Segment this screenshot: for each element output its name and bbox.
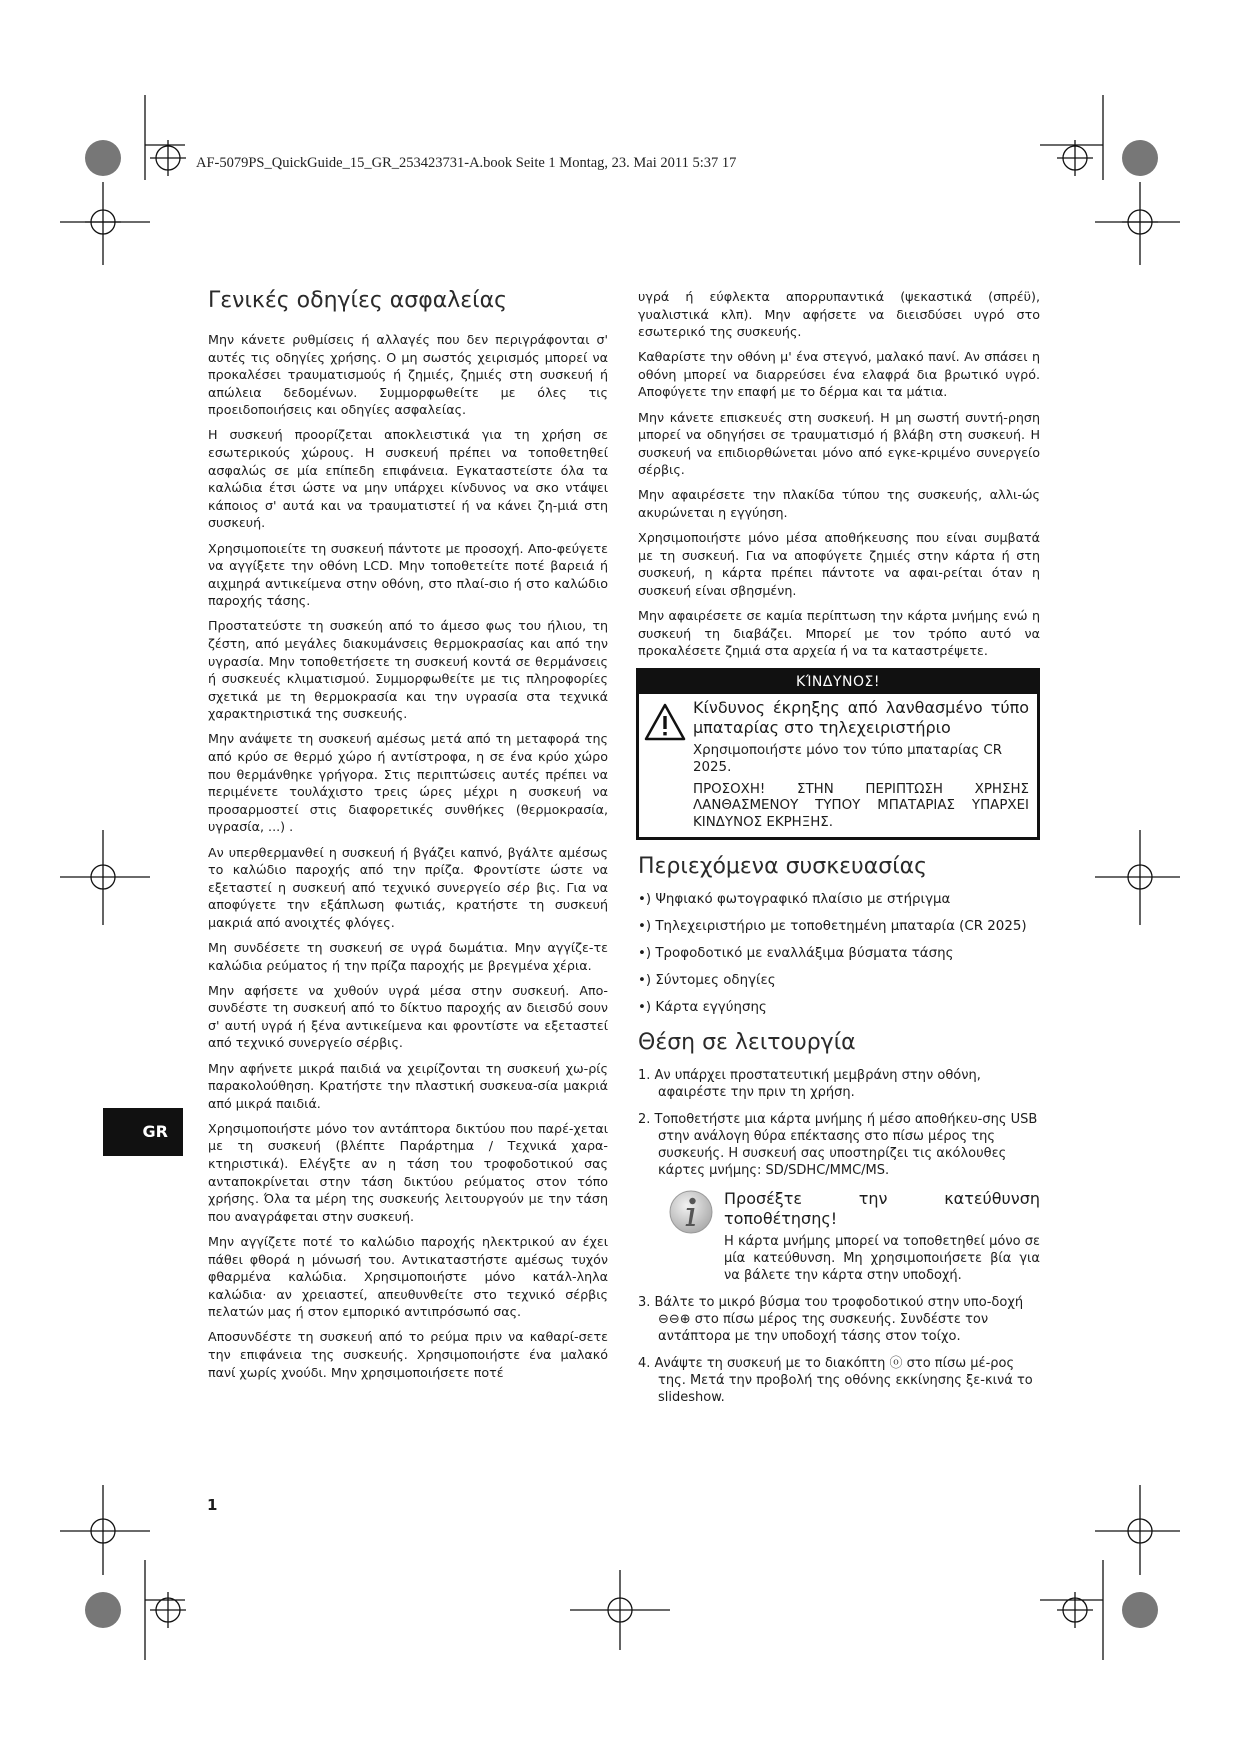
warning-triangle-icon <box>643 698 693 832</box>
safety-paragraph: Μην ανάψετε τη συσκευή αμέσως μετά από τη μεταφορά της από κρύο σε θερμό χώρο ή αντίστροφα, η σε ένα κρύο χώρο που θερμάνθηκε γρήγορα. Στις περιπτώσεις αυτές πρέπει να περιμένετε τουλάχιστο τρεις ώρες μέχρι η συσκευή να προσαρμοστεί στις διαφορετικές συνθήκες (θερμοκρασία, υγρασία, ...) . <box>208 731 608 835</box>
right-column <box>638 288 1040 1416</box>
safety-paragraph: Μην αφαιρέσετε την πλακίδα τύπου της συσκευής, αλλι-ώς ακυρώνεται η εγγύηση. <box>638 487 1040 521</box>
danger-title: Κίνδυνος έκρηξης από λανθασμένο τύπο μπαταρίας στο τηλεχειριστήριο <box>693 697 1029 737</box>
language-tab-label: GR <box>142 1122 168 1141</box>
safety-paragraph: Μη συνδέσετε τη συσκευή σε υγρά δωμάτια. Μην αγγίζε-τε καλώδια ρεύματος ή την πρίζα παροχής με βρεγμένα χέρια. <box>208 940 608 973</box>
safety-paragraph: Καθαρίστε την οθόνη μ' ένα στεγνό, μαλακό πανί. Αν σπάσει η οθόνη μπορεί να διαρρεύσει ένα ελαφρά δια βρωτικό υγρό. Αποφύγετε την επαφή με το δέρμα και τα μάτια. <box>638 349 1040 400</box>
list-item: •) Ψηφιακό φωτογραφικό πλαίσιο με στήριγμα <box>638 892 951 908</box>
safety-paragraph: Χρησιμοποιήστε μόνο τον αντάπτορα δικτύου που παρέ-χεται με τη συσκευή (βλέπτε Παράρτημα / Τεχνικά χαρα-κτηριστικά). Ελέγξτε αν η τάση του τροφοδοτικού σας ανταποκρίνεται στην τάση δικτύου ρεύματος στον τόπο χρήσης. Όλα τα μέρη της συσκευής λειτουργούν με την τάση που αναγράφεται στην συσκευή. <box>208 1120 608 1224</box>
step-item: 1. Αν υπάρχει προστατευτική μεμβράνη στην οθόνη, αφαιρέστε την πριν τη χρήση. <box>638 1068 981 1101</box>
note-box <box>668 1189 1040 1284</box>
list-item: •) Κάρτα εγγύησης <box>638 1000 767 1016</box>
page-number: 1 <box>207 1496 218 1514</box>
safety-paragraph: Η συσκευή προορίζεται αποκλειστικά για τη χρήση σε εσωτερικούς χώρους. Η συσκευή πρέπει να τοποθετηθεί ασφαλώς σε μία επίπεδη επιφάνεια. Εγκαταστείστε όλα τα καλώδια έτσι ώστε να μην υπάρχει κίνδυνος να σκο ντάψει κάποιος σ' αυτά και να τραυματιστεί ή να κάνει ζη-μιά στη συσκευή. <box>208 427 608 531</box>
left-column <box>208 288 608 1389</box>
safety-paragraph: Χρησιμοποιείτε τη συσκευή πάντοτε με προσοχή. Απο-φεύγετε να αγγίξετε την οθόνη LCD. Μην τοποθετείτε ποτέ βαρειά ή αιχμηρά αντικείμενα στην οθόνη, στο πλαί-σιο ή στο καλώδιο παροχής τάσης. <box>208 540 608 609</box>
danger-box <box>636 668 1040 841</box>
safety-paragraph: Χρησιμοποιήστε μόνο μέσα αποθήκευσης που είναι συμβατά με τη συσκευή. Για να αποφύγετε ζημιές στην κάρτα ή στη συσκευή, η κάρτα πρέπει πάντοτε να αφαι-ρείται όταν η συσκευή είναι σβησμένη. <box>638 530 1040 598</box>
step-item: 4. Ανάψτε τη συσκευή με το διακόπτη ⓞ στο πίσω μέ-ρος της. Μετά την προβολή της οθόνης εκκίνησης ξε-κινά το slideshow. <box>638 1356 1033 1406</box>
danger-caps-text: ΠΡΟΣΟΧΗ! ΣΤΗΝ ΠΕΡΙΠΤΩΣΗ ΧΡΗΣΗΣ ΛΑΝΘΑΣΜΕΝΟΥ ΤΥΠΟΥ ΜΠΑΤΑΡΙΑΣ ΥΠΑΡΧΕΙ ΚΙΝΔΥΝΟΣ ΕΚΡΗΞΗΣ. <box>693 781 1029 830</box>
safety-title: Γενικές οδηγίες ασφαλείας <box>208 288 507 313</box>
safety-paragraph: Προστατεύστε τη συσκεύη από το άμεσο φως του ήλιου, τη ζέστη, από μεγάλες διακυμάνσεις θερμοκρασίας και από την υγρασία. Μην τοποθετήσετε τη συσκευή κοντά σε θερμάνσεις ή συσκευές κλιματισμού. Συμμορφωθείτε με τις πληροφορίες σχετικά με τη θερμοκρασία και την υγρασία στα τεχνικά χαρακτηριστικά της συσκευής. <box>208 618 608 722</box>
contents-title: Περιεχόμενα συσκευασίας <box>638 854 928 880</box>
safety-paragraph: Μην αφήνετε μικρά παιδιά να χειρίζονται τη συσκευή χω-ρίς παρακολούθηση. Κρατήστε την πλαστική συσκευα-σία μακριά από μικρά παιδιά. <box>208 1060 608 1111</box>
step-item: 3. Βάλτε το μικρό βύσμα του τροφοδοτικού στην υπο-δοχή ⊖⊖⊕ στο πίσω μέρος της συσκευής. Συνδέστε τον αντάπτορα με την υποδοχή τάσης στον τοίχο. <box>638 1295 1024 1345</box>
list-item: •) Σύντομες οδηγίες <box>638 973 776 989</box>
safety-paragraph: Μην αφαιρέσετε σε καμία περίπτωση την κάρτα μνήμης ενώ η συσκευή τη διαβάζει. Μπορεί με τον τρόπο αυτό να προκαλέσετε ζημιά στα αρχεία ή να τα καταστρέψετε. <box>638 608 1040 659</box>
language-tab <box>103 1108 183 1156</box>
note-title: Προσέξτε την κατεύθυνση τοποθέτησης! <box>724 1189 1040 1229</box>
safety-paragraph: υγρά ή εύφλεκτα απορρυπαντικά (ψεκαστικά (σπρέϋ), γυαλιστικά κλπ). Μην αφήσετε να διεισδύσει υγρό στο εσωτερικό της συσκευής. <box>638 289 1040 340</box>
safety-paragraph: Μην κάνετε ρυθμίσεις ή αλλαγές που δεν περιγράφονται σ' αυτές τις οδηγίες χρήσης. Ο μη σωστός χειρισμός μπορεί να προκαλέσει τραυματισμούς ή ζημιές, ζημιές στη συσκευή ή απώλεια δεδομένων. Συμμορφωθείτε με όλες τις προειδοποιήσεις και οδηγίες ασφαλείας. <box>208 332 608 418</box>
safety-paragraph: Μην αφήσετε να χυθούν υγρά μέσα στην συσκευή. Απο-συνδέστε τη συσκευή από το δίκτυο παροχής αν διεισδύ σουν σ' αυτή υγρά ή ξένα αντικείμενα και φροντίστε να εξεταστεί από τεχνικό συνεργείο σέρβις. <box>208 982 608 1051</box>
list-item: •) Τηλεχειριστήριο με τοποθετημένη μπαταρία (CR 2025) <box>638 919 1027 935</box>
safety-paragraph: Αν υπερθερμανθεί η συσκευή ή βγάζει καπνό, βγάλτε αμέσως το καλώδιο παροχής από την πρίζα. Φροντίστε ώστε να εξεταστεί η συσκευή από τεχνικό συνεργείο σέρ βις. Για να αποφύγετε την εξάπλωση φωτιάς, κρατήστε τη συσκευή μακριά από ανοιχτές φλόγες. <box>208 844 608 930</box>
safety-paragraph: Μην αγγίζετε ποτέ το καλώδιο παροχής ηλεκτρικού αν έχει πάθει φθορά η μόνωσή του. Αντικαταστήστε αμέσως τυχόν φθαρμένα καλώδια. Χρησιμοποιήστε μόνο κατάλ-ληλα καλώδια· αν χρειαστεί, απευθυνθείτε στο τεχνικό σέρβις πελατών μας ή στον εμπορικό αντιπρόσωπό σας. <box>208 1233 608 1320</box>
safety-paragraph: Μην κάνετε επισκευές στη συσκευή. Η μη σωστή συντή-ρηση μπορεί να οδηγήσει σε τραυματισμό ή βλάβη στη συσκευή. Η συσκευή να επιδιορθώνεται μόνο από εγκε-κριμένο συνεργείο σέρβις. <box>638 409 1040 478</box>
step-item: 2. Τοποθετήστε μια κάρτα μνήμης ή μέσο αποθήκευ-σης USB στην ανάλογη θύρα επέκτασης στο πίσω μέρος της συσκευής. Η συσκευή σας υποστηρίζει τις ακόλουθες κάρτες μνήμης: SD/SDHC/MMC/MS. <box>638 1112 1038 1179</box>
note-text: Η κάρτα μνήμης μπορεί να τοποθετηθεί μόνο σε μία κατεύθυνση. Μη χρησιμοποιήσετε βία για να βάλετε την κάρτα στην υποδοχή. <box>724 1234 1040 1284</box>
file-header-line: AF-5079PS_QuickGuide_15_GR_253423731-A.book Seite 1 Montag, 23. Mai 2011 5:37 17 <box>196 155 737 171</box>
danger-label: ΚΊΝΔΥΝΟΣ! <box>639 671 1037 694</box>
operation-title: Θέση σε λειτουργία <box>638 1030 856 1056</box>
list-item: •) Τροφοδοτικό με εναλλάξιμα βύσματα τάσης <box>638 946 954 962</box>
danger-text: Χρησιμοποιήστε μόνο τον τύπο μπαταρίας CR 2025. <box>693 742 1003 775</box>
safety-paragraph: Αποσυνδέστε τη συσκευή από το ρεύμα πριν να καθαρί-σετε την επιφάνεια της συσκευής. Χρησιμοποιήστε ένα μαλακό πανί χωρίς χνούδι. Μην χρησιμοποιήσετε ποτέ <box>208 1329 608 1380</box>
info-icon <box>668 1189 724 1284</box>
